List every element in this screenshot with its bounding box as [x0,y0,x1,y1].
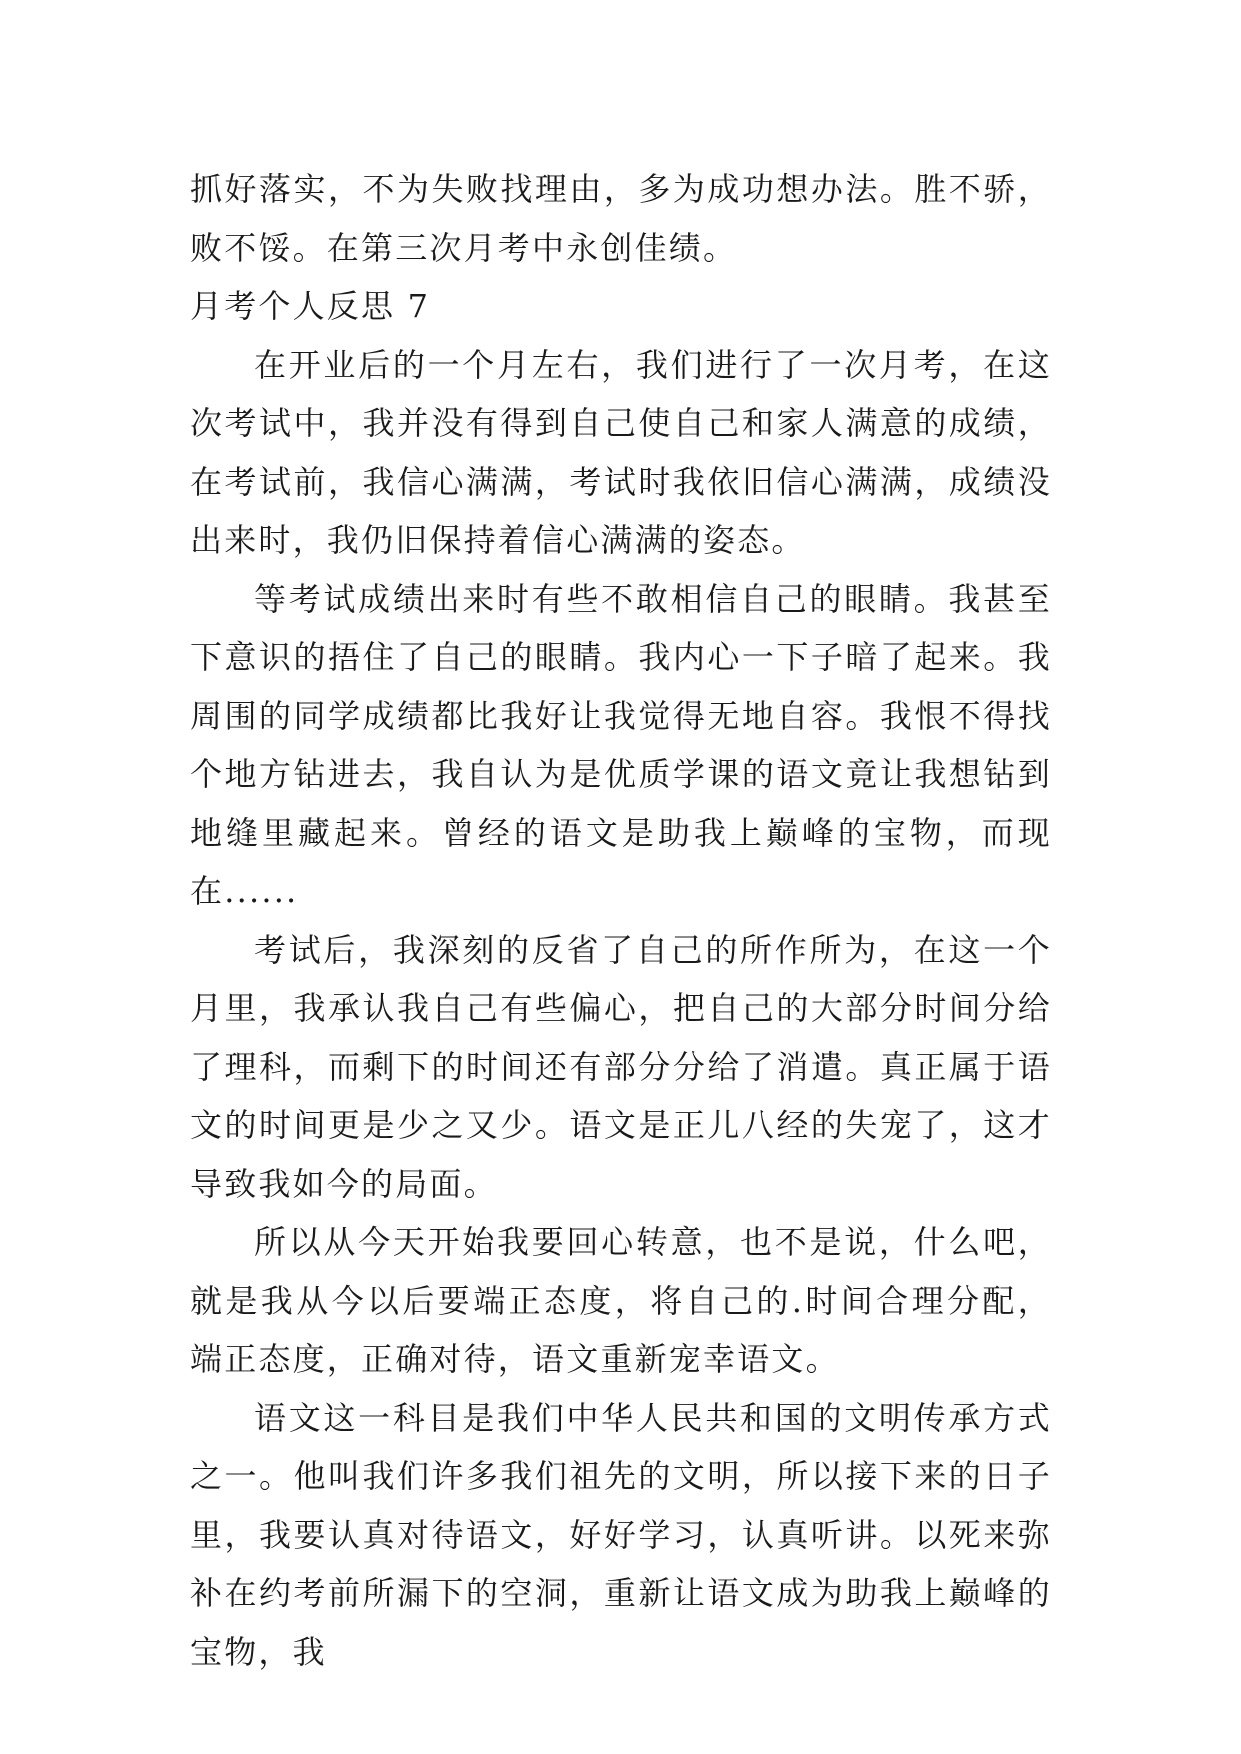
continuation-paragraph: 抓好落实，不为失败找理由，多为成功想办法。胜不骄，败不馁。在第三次月考中永创佳绩。 [190,170,1052,267]
body-paragraph-5: 语文这一科目是我们中华人民共和国的文明传承方式之一。他叫我们许多我们祖先的文明，所以接下来的日子里，我要认真对待语文，好好学习，认真听讲。以死来弥补在约考前所漏下的空洞，重新让语文成为助我上巅峰的宝物，我 [190,1398,1052,1671]
section-heading: 月考个人反思 7 [190,287,431,325]
body-paragraph-2: 等考试成绩出来时有些不敢相信自己的眼睛。我甚至下意识的捂住了自己的眼睛。我内心一下子暗了起来。我周围的同学成绩都比我好让我觉得无地自容。我恨不得找个地方钻进去，我自认为是优质学课的语文竟让我想钻到地缝里藏起来。曾经的语文是助我上巅峰的宝物，而现在...... [190,579,1052,910]
body-paragraph-4: 所以从今天开始我要回心转意，也不是说，什么吧，就是我从今以后要端正态度，将自己的.时间合理分配，端正态度，正确对待，语文重新宠幸语文。 [190,1223,1052,1378]
body-paragraph-1: 在开业后的一个月左右，我们进行了一次月考，在这次考试中，我并没有得到自己使自己和家人满意的成绩，在考试前，我信心满满，考试时我依旧信心满满，成绩没出来时，我仍旧保持着信心满满的姿态。 [190,345,1052,559]
body-paragraph-3: 考试后，我深刻的反省了自己的所作所为，在这一个月里，我承认我自己有些偏心，把自己的大部分时间分给了理科，而剩下的时间还有部分分给了消遣。真正属于语文的时间更是少之又少。语文是正儿八经的失宠了，这才导致我如今的局面。 [190,930,1052,1203]
document-page [190,160,1052,1681]
